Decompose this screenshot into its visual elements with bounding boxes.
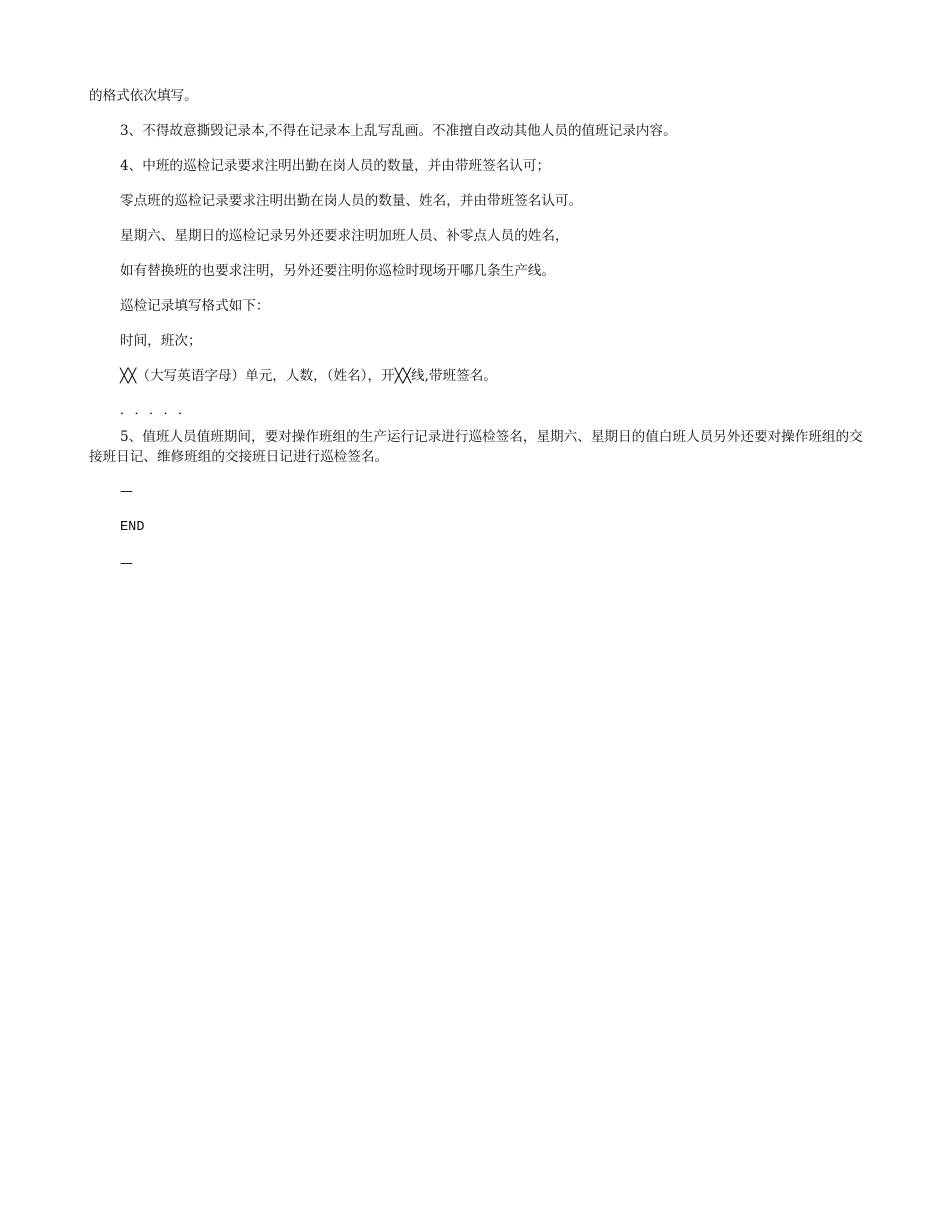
paragraph-weekend: 星期六、星期日的巡检记录另外还要求注明加班人员、补零点人员的姓名，	[120, 228, 569, 244]
paragraph-format-heading: 巡检记录填写格式如下：	[120, 298, 270, 314]
paragraph-rule-3: 3、不得故意撕毁记录本,不得在记录本上乱写乱画。不准擅自改动其他人员的值班记录内容。	[120, 123, 677, 139]
paragraph-time-shift: 时间，班次；	[120, 333, 202, 349]
end-marker: END	[120, 520, 145, 535]
paragraph-unit-format: ╳╳（大写英语字母）单元，人数，（姓名），开╳╳线,带班签名。	[120, 368, 497, 384]
document-page	[89, 86, 864, 590]
ellipsis-dots: ．．．．．	[120, 403, 200, 418]
divider-dash-bottom: —	[120, 556, 133, 571]
paragraph-rule-5: 5、值班人员值班期间，要对操作班组的生产运行记录进行巡检签名，星期六、星期日的值白班人员另外还要对操作班组的交接班日记、维修班组的交接班日记进行巡检签名。	[89, 429, 863, 465]
paragraph-rule-4: 4、中班的巡检记录要求注明出勤在岗人员的数量，并由带班签名认可；	[120, 158, 551, 174]
divider-dash-top: —	[120, 484, 133, 499]
paragraph-format-continuation: 的格式依次填写。	[89, 88, 198, 104]
paragraph-substitute: 如有替换班的也要求注明，另外还要注明你巡检时现场开哪几条生产线。	[120, 263, 555, 279]
paragraph-zero-shift: 零点班的巡检记录要求注明出勤在岗人员的数量、姓名，并由带班签名认可。	[120, 193, 583, 209]
